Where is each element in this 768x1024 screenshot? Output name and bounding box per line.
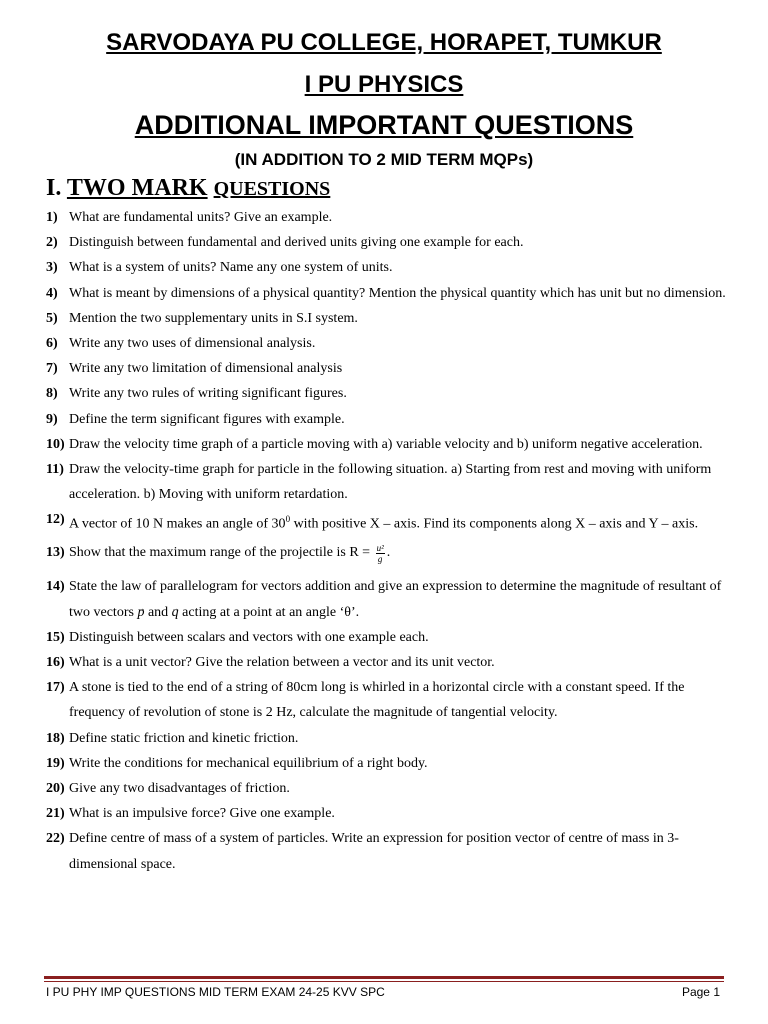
question-item [46,407,726,432]
question-text: Define centre of mass of a system of particles. Write an expression for position vector of centre of mass in 3-dimensional space. [69,831,679,872]
vector-q: → q [172,605,179,620]
subject-heading: I PU PHYSICS [304,71,464,98]
question-item [46,537,726,568]
question-number: 14) [46,579,65,595]
college-name: SARVODAYA PU COLLEGE, HORAPET, TUMKUR [106,29,662,56]
question-text: Write any two limitation of dimensional analysis [69,361,343,377]
question-text: Define the term significant figures with example. [69,411,345,427]
question-text [69,574,726,624]
question-number: 15) [46,629,65,645]
question-number: 11) [46,462,64,478]
question-text [69,507,726,537]
question-item [46,331,726,356]
question-number: 13) [46,545,65,561]
question-text-part: Show that the maximum range of the projectile is R = [69,545,374,561]
question-text: Define static friction and kinetic friction. [69,730,299,746]
section-numeral: I. [46,175,62,201]
question-number: 4) [46,285,58,301]
question-list [46,205,726,877]
question-number: 6) [46,336,58,352]
question-item [46,457,726,507]
footer-divider-thin [44,981,724,982]
section-title-sub: QUESTIONS [213,178,331,200]
section-title-main: TWO MARK [66,175,208,201]
question-item [46,574,726,624]
question-number: 22) [46,831,65,847]
question-item [46,801,726,826]
question-number: 5) [46,310,58,326]
degree-superscript: 0 [285,514,291,525]
question-text: Mention the two supplementary units in S.I system. [69,310,358,326]
question-item [46,281,726,306]
question-text [69,537,726,568]
question-number: 8) [46,386,58,402]
question-item [46,625,726,650]
question-item [46,650,726,675]
vector-p: → p [137,605,144,620]
question-text-part: . [386,545,391,561]
question-text: Give any two disadvantages of friction. [69,780,290,796]
question-text: Write the conditions for mechanical equilibrium of a right body. [69,755,428,771]
question-item [46,306,726,331]
question-item [46,230,726,255]
question-item [46,255,726,280]
question-text: What is a unit vector? Give the relation between a vector and its unit vector. [69,654,495,670]
question-text-part: and [144,604,172,620]
question-text: What is an impulsive force? Give one example. [69,806,335,822]
question-item [46,205,726,230]
question-text-part: A vector of 10 N makes an angle of 30 [69,517,286,533]
footer-divider [44,976,724,979]
question-number: 19) [46,755,65,771]
range-fraction [376,543,385,564]
question-text: What is meant by dimensions of a physical quantity? Mention the physical quantity which has unit but no dimension. [69,285,726,301]
question-number: 16) [46,654,65,670]
question-item [46,356,726,381]
question-text: What is a system of units? Name any one system of units. [69,260,393,276]
question-number: 12) [46,512,65,528]
question-item [46,381,726,406]
question-text-part: with positive X – axis. Find its components along X – axis and Y – axis. [290,517,699,533]
document-subtitle: (IN ADDITION TO 2 MID TERM MQPs) [234,150,534,169]
fraction-denominator: g [377,553,383,564]
question-text: What are fundamental units? Give an example. [69,210,333,225]
question-item [46,675,726,725]
question-text-part: acting at a point at an angle ‘θ’. [178,604,360,620]
fraction-numerator: u² [376,542,384,553]
question-text-part: State the law of parallelogram for vectors addition and give an expression to determine the magnitude of resultant of two vectors [69,579,722,620]
question-text: Distinguish between scalars and vectors with one example each. [69,629,429,645]
question-item [46,826,726,876]
footer-doc-label: I PU PHY IMP QUESTIONS MID TERM EXAM 24-25 KVV SPC [46,985,385,999]
question-item [46,507,726,537]
section-heading [46,175,330,202]
question-text: Write any two rules of writing significant figures. [69,386,347,402]
question-number: 17) [46,680,65,696]
question-text: A stone is tied to the end of a string of 80cm long is whirled in a horizontal circle with a constant speed. If the frequency of revolution of stone is 2 Hz, calculate the magnitude of tangential velocity. [69,680,685,721]
question-text: Distinguish between fundamental and derived units giving one example for each. [69,235,524,251]
question-item [46,432,726,457]
question-number: 1) [46,210,58,225]
question-item [46,776,726,801]
question-number: 21) [46,806,65,822]
question-number: 7) [46,361,58,377]
question-text: Draw the velocity time graph of a particle moving with a) variable velocity and b) uniform negative acceleration. [69,436,703,452]
question-number: 9) [46,411,58,427]
question-number: 2) [46,235,58,251]
question-number: 20) [46,780,65,796]
question-number: 18) [46,730,65,746]
question-number: 3) [46,260,58,276]
question-number: 10) [46,436,65,452]
question-text: Draw the velocity-time graph for particle in the following situation. a) Starting from rest and moving with uniform acceleration. b) Moving with uniform retardation. [69,462,712,503]
page-number: Page 1 [681,985,720,999]
question-text: Write any two uses of dimensional analysis. [69,336,316,352]
question-item [46,726,726,751]
document-title: ADDITIONAL IMPORTANT QUESTIONS [134,110,634,140]
question-item [46,751,726,776]
